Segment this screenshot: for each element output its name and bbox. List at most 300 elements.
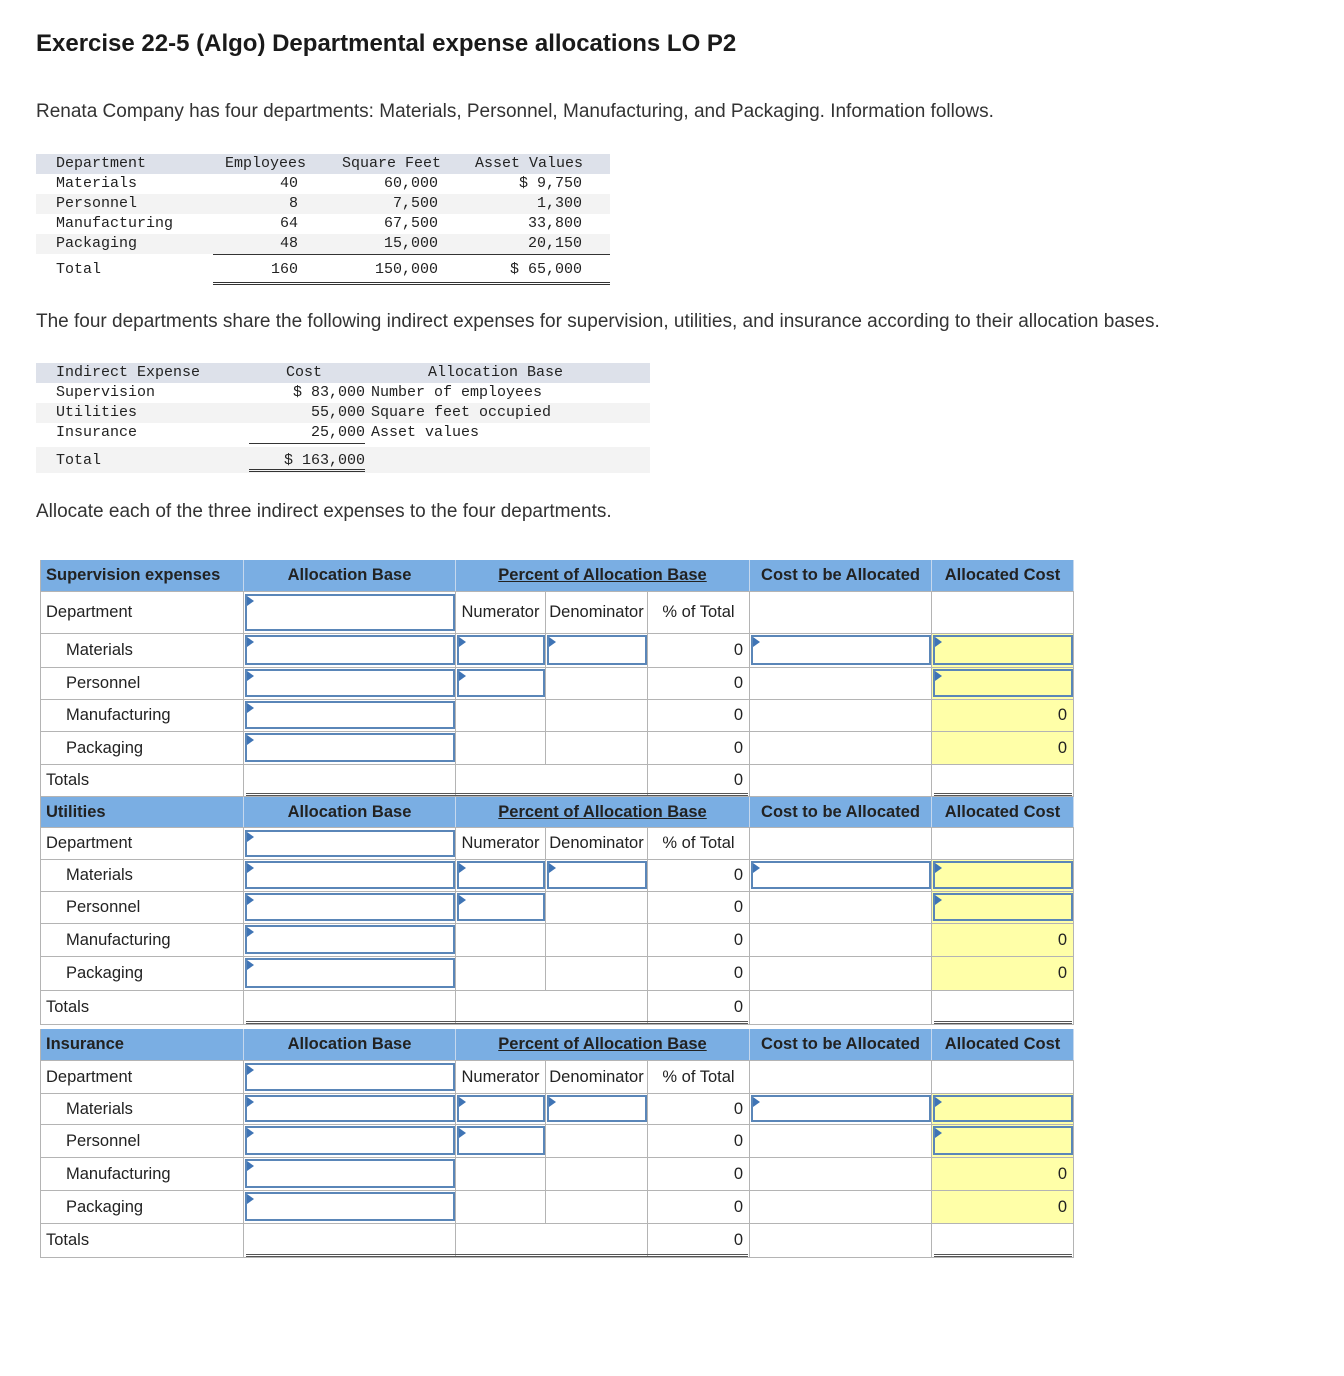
department-name — [40, 892, 244, 923]
denominator-label — [546, 592, 648, 633]
department-row — [40, 1158, 1074, 1191]
pct-total-value-text: 0 — [733, 898, 743, 916]
pct-total-value-text: 0 — [733, 1099, 743, 1118]
dept-header-employees: Employees — [225, 155, 307, 172]
total-double-line — [934, 1254, 1072, 1257]
input-marker-icon — [935, 1128, 942, 1138]
totals-label — [40, 1224, 244, 1257]
instruction-text: Allocate each of the three indirect expenses to the four departments. — [36, 501, 612, 522]
department-row — [40, 892, 1074, 924]
numerator-input[interactable] — [457, 893, 545, 921]
department-name-text: Packaging — [66, 1197, 144, 1216]
department-label — [40, 592, 244, 633]
pct-total-label — [648, 1061, 750, 1093]
department-label-text: Department — [46, 603, 133, 621]
blank-cell — [750, 1224, 932, 1257]
denominator-cell — [546, 732, 648, 764]
section-title — [40, 560, 244, 591]
numerator-cell — [456, 1191, 546, 1223]
pct-total-value-text: 0 — [733, 930, 743, 949]
allocated-cost-input[interactable] — [933, 1126, 1073, 1155]
department-row — [40, 732, 1074, 765]
department-name-text: Manufacturing — [66, 930, 171, 949]
cost-to-allocate-header — [750, 797, 932, 827]
input-marker-icon — [753, 637, 760, 647]
percent-allocation-base-header-text: Percent of Allocation Base — [498, 802, 707, 821]
pct-total-sum-text: 0 — [733, 998, 743, 1016]
department-row — [40, 634, 1074, 668]
dept-name: Personnel — [56, 195, 138, 212]
dept-employees: 40 — [279, 175, 298, 192]
pct-total-value-text: 0 — [733, 866, 743, 884]
totals-row — [40, 765, 1074, 797]
cost-to-allocate-cell — [750, 1191, 932, 1223]
cost-to-allocate-header-text: Cost to be Allocated — [761, 802, 920, 821]
allocation-base-header-input[interactable] — [245, 830, 455, 857]
blank-cell — [932, 991, 1074, 1024]
dept-total-employees: 160 — [270, 261, 298, 278]
section-header-row — [40, 797, 1074, 828]
department-row — [40, 1094, 1074, 1125]
expense-cost: 25,000 — [310, 424, 365, 441]
input-marker-icon — [935, 671, 942, 681]
allocation-base-input[interactable] — [245, 1159, 455, 1188]
pct-total-value-text: 0 — [733, 1197, 743, 1216]
allocated-cost-header-text: Allocated Cost — [944, 566, 1061, 584]
denominator-label — [546, 1061, 648, 1093]
allocated-cost-header — [932, 797, 1074, 827]
expense-name: Supervision — [56, 384, 156, 401]
denominator-cell — [546, 668, 648, 699]
allocation-base-header-input[interactable] — [245, 594, 455, 631]
department-name-text: Manufacturing — [66, 706, 171, 724]
pct-total-value — [648, 1125, 750, 1157]
totals-label-text: Totals — [46, 998, 90, 1016]
allocated-cost-header-text: Allocated Cost — [944, 802, 1061, 821]
expense-cost: 55,000 — [310, 404, 365, 421]
allocated-cost-value — [932, 1191, 1074, 1223]
denominator-label — [546, 828, 648, 859]
cost-to-allocate-input[interactable] — [751, 635, 931, 665]
share-text: The four departments share the following indirect expenses for supervision, utilities, and insurance according to their allocation bases. — [36, 311, 1160, 332]
numerator-input[interactable] — [457, 635, 545, 665]
allocation-base-header-input[interactable] — [245, 1063, 455, 1091]
blank-cell — [932, 765, 1074, 796]
dept-header-department: Department — [56, 155, 147, 172]
pct-total-value-text: 0 — [733, 706, 743, 724]
numerator-cell — [456, 700, 546, 731]
allocated-cost-value-text: 0 — [1057, 738, 1067, 757]
input-marker-icon — [247, 671, 254, 681]
input-marker-icon — [549, 1097, 556, 1107]
expense-base: Square feet occupied — [371, 404, 552, 421]
allocation-base-header — [244, 797, 456, 827]
dept-asset-values: 1,300 — [536, 195, 582, 212]
percent-allocation-base-header — [456, 1029, 750, 1060]
expense-table-header — [36, 363, 650, 383]
allocation-base-input[interactable] — [245, 958, 455, 988]
expense-header-indirect: Indirect Expense — [56, 364, 201, 381]
blank-cell — [932, 1061, 1074, 1093]
dept-name: Manufacturing — [56, 215, 174, 232]
input-marker-icon — [247, 1065, 254, 1075]
expense-name: Insurance — [56, 424, 138, 441]
input-marker-icon — [459, 671, 466, 681]
numerator-cell — [456, 1158, 546, 1190]
numerator-label-text: Numerator — [461, 1067, 540, 1086]
dept-employees: 8 — [288, 195, 298, 212]
blank-cell — [456, 1224, 648, 1257]
expense-name: Utilities — [56, 404, 138, 421]
total-double-line — [934, 793, 1072, 796]
dept-total-row — [36, 260, 610, 280]
allocation-base-input[interactable] — [245, 893, 455, 921]
input-marker-icon — [247, 895, 254, 905]
department-name-text: Materials — [66, 866, 133, 884]
input-marker-icon — [247, 596, 254, 606]
pct-total-sum-text: 0 — [733, 1231, 743, 1249]
dept-table-header — [36, 154, 610, 174]
allocation-base-header — [244, 560, 456, 591]
dept-total-asset-values: $ 65,000 — [509, 261, 582, 278]
pct-total-sum — [648, 1224, 750, 1257]
section-title-text: Insurance — [46, 1035, 124, 1053]
pct-total-sum — [648, 765, 750, 796]
dept-total-label: Total — [56, 261, 102, 278]
allocation-base-input[interactable] — [245, 1192, 455, 1221]
numerator-input[interactable] — [457, 1126, 545, 1155]
allocation-base-input[interactable] — [245, 1095, 455, 1122]
totals-label — [40, 765, 244, 796]
totals-row — [40, 1224, 1074, 1258]
blank-cell — [244, 991, 456, 1024]
numerator-input[interactable] — [457, 669, 545, 697]
dept-square-feet: 60,000 — [383, 175, 438, 192]
numerator-cell — [456, 957, 546, 990]
department-row — [40, 1191, 1074, 1224]
numerator-label — [456, 828, 546, 859]
denominator-label-text: Denominator — [549, 603, 644, 621]
denominator-cell — [546, 1125, 648, 1157]
pct-total-label-text: % of Total — [662, 834, 735, 852]
totals-label — [40, 991, 244, 1024]
percent-allocation-base-header-text: Percent of Allocation Base — [498, 566, 707, 584]
input-marker-icon — [247, 960, 254, 970]
denominator-input[interactable] — [547, 861, 647, 889]
input-marker-icon — [549, 863, 556, 873]
total-double-line — [213, 282, 610, 285]
denominator-cell — [546, 1191, 648, 1223]
page-title: Exercise 22-5 (Algo) Departmental expense allocations LO P2 — [36, 30, 737, 57]
pct-total-value — [648, 1158, 750, 1190]
cost-to-allocate-cell — [750, 668, 932, 699]
denominator-label-text: Denominator — [549, 834, 644, 852]
pct-total-value — [648, 634, 750, 667]
pct-total-value — [648, 732, 750, 764]
pct-total-value-text: 0 — [733, 964, 743, 982]
allocated-cost-input[interactable] — [933, 635, 1073, 665]
section-title-text: Supervision expenses — [46, 566, 221, 584]
blank-cell — [750, 765, 932, 796]
allocated-cost-value-text: 0 — [1057, 706, 1067, 724]
allocated-cost-value — [932, 924, 1074, 956]
department-name-text: Manufacturing — [66, 1164, 171, 1183]
blank-cell — [932, 592, 1074, 633]
pct-total-label-text: % of Total — [662, 1067, 735, 1086]
blank-cell — [750, 991, 932, 1024]
department-name-text: Personnel — [66, 898, 141, 916]
pct-total-value — [648, 957, 750, 990]
blank-cell — [244, 765, 456, 796]
cost-to-allocate-header-text: Cost to be Allocated — [761, 1035, 920, 1053]
expense-total-cost: $ 163,000 — [283, 452, 365, 469]
department-header-row — [40, 828, 1074, 860]
cost-to-allocate-cell — [750, 957, 932, 990]
numerator-label — [456, 592, 546, 633]
denominator-input[interactable] — [547, 1095, 647, 1122]
pct-total-sum — [648, 991, 750, 1024]
cost-to-allocate-cell — [750, 1158, 932, 1190]
pct-total-label-text: % of Total — [662, 603, 735, 621]
input-marker-icon — [459, 895, 466, 905]
numerator-input[interactable] — [457, 861, 545, 889]
blank-cell — [932, 1224, 1074, 1257]
allocation-base-input[interactable] — [245, 925, 455, 954]
pct-total-value-text: 0 — [733, 1131, 743, 1150]
pct-total-value-text: 0 — [733, 1164, 743, 1183]
numerator-cell — [456, 924, 546, 956]
denominator-cell — [546, 1158, 648, 1190]
allocated-cost-value — [932, 957, 1074, 990]
blank-cell — [750, 1061, 932, 1093]
allocated-cost-value — [932, 1158, 1074, 1190]
department-row — [40, 1125, 1074, 1158]
intro-text: Renata Company has four departments: Materials, Personnel, Manufacturing, and Packaging. Information follows. — [36, 101, 994, 122]
dept-row — [36, 214, 610, 234]
department-row — [40, 700, 1074, 732]
input-marker-icon — [459, 863, 466, 873]
input-marker-icon — [247, 1097, 254, 1107]
department-label-text: Department — [46, 834, 133, 852]
section-title — [40, 797, 244, 827]
allocation-base-input[interactable] — [245, 669, 455, 697]
allocated-cost-header — [932, 1029, 1074, 1060]
pct-total-value — [648, 1191, 750, 1223]
department-name — [40, 634, 244, 667]
department-name — [40, 700, 244, 731]
total-double-line — [246, 793, 748, 796]
denominator-label-text: Denominator — [549, 1067, 644, 1086]
cost-to-allocate-input[interactable] — [751, 1095, 931, 1122]
input-marker-icon — [247, 863, 254, 873]
input-marker-icon — [459, 637, 466, 647]
cost-to-allocate-header-text: Cost to be Allocated — [761, 566, 920, 584]
dept-row — [36, 194, 610, 214]
expense-base: Number of employees — [371, 384, 543, 401]
cost-to-allocate-cell — [750, 700, 932, 731]
section-title-text: Utilities — [46, 802, 106, 821]
cost-to-allocate-cell — [750, 1125, 932, 1157]
total-double-line — [934, 1021, 1072, 1024]
department-name-text: Materials — [66, 1099, 133, 1118]
input-marker-icon — [247, 832, 254, 842]
department-header-row — [40, 1061, 1074, 1094]
input-marker-icon — [935, 863, 942, 873]
pct-total-value-text: 0 — [733, 674, 743, 692]
denominator-input[interactable] — [547, 635, 647, 665]
totals-label-text: Totals — [46, 1231, 90, 1249]
section-header-row — [40, 560, 1074, 592]
input-marker-icon — [935, 895, 942, 905]
department-row — [40, 860, 1074, 892]
department-name — [40, 1191, 244, 1223]
cost-to-allocate-cell — [750, 892, 932, 923]
department-name — [40, 668, 244, 699]
department-name — [40, 732, 244, 764]
section-header-row — [40, 1029, 1074, 1061]
department-name — [40, 1158, 244, 1190]
input-marker-icon — [935, 1097, 942, 1107]
dept-name: Packaging — [56, 235, 138, 252]
allocated-cost-value-text: 0 — [1057, 1197, 1067, 1216]
allocated-cost-input[interactable] — [933, 861, 1073, 889]
allocated-cost-header — [932, 560, 1074, 591]
pct-total-label — [648, 828, 750, 859]
allocated-cost-value — [932, 700, 1074, 731]
dept-asset-values: 33,800 — [527, 215, 582, 232]
dept-square-feet: 7,500 — [392, 195, 438, 212]
pct-total-sum-text: 0 — [733, 771, 743, 789]
input-marker-icon — [247, 1161, 254, 1171]
expense-row — [36, 383, 650, 403]
department-name-text: Packaging — [66, 964, 144, 982]
expense-header-base: Allocation Base — [428, 364, 564, 381]
department-row — [40, 924, 1074, 957]
allocated-cost-value-text: 0 — [1057, 930, 1067, 949]
pct-total-value-text: 0 — [733, 738, 743, 757]
allocated-cost-input[interactable] — [933, 1095, 1073, 1122]
blank-cell — [456, 765, 648, 796]
department-name — [40, 1125, 244, 1157]
denominator-cell — [546, 957, 648, 990]
department-name-text: Packaging — [66, 738, 144, 757]
department-row — [40, 668, 1074, 700]
blank-cell — [244, 1224, 456, 1257]
input-marker-icon — [247, 927, 254, 937]
dept-header-asset-values: Asset Values — [475, 155, 584, 172]
input-marker-icon — [247, 703, 254, 713]
dept-row — [36, 174, 610, 194]
pct-total-value — [648, 924, 750, 956]
pct-total-label — [648, 592, 750, 633]
dept-square-feet: 15,000 — [383, 235, 438, 252]
dept-employees: 48 — [279, 235, 298, 252]
input-marker-icon — [459, 1128, 466, 1138]
numerator-label-text: Numerator — [461, 834, 540, 852]
denominator-cell — [546, 700, 648, 731]
section-title — [40, 1029, 244, 1060]
allocation-base-header-text: Allocation Base — [287, 802, 412, 821]
pct-total-value — [648, 1094, 750, 1124]
dept-total-square-feet: 150,000 — [374, 261, 438, 278]
department-name-text: Materials — [66, 641, 133, 659]
cost-to-allocate-header — [750, 1029, 932, 1060]
allocation-base-input[interactable] — [245, 733, 455, 762]
allocated-cost-header-text: Allocated Cost — [944, 1035, 1061, 1053]
cost-to-allocate-header — [750, 560, 932, 591]
allocated-cost-value — [932, 732, 1074, 764]
input-marker-icon — [753, 1097, 760, 1107]
totals-row — [40, 991, 1074, 1025]
department-name — [40, 1094, 244, 1124]
dept-header-square-feet: Square Feet — [342, 155, 442, 172]
allocation-base-header — [244, 1029, 456, 1060]
pct-total-value-text: 0 — [733, 641, 743, 659]
input-marker-icon — [247, 1194, 254, 1204]
department-name — [40, 957, 244, 990]
percent-allocation-base-header — [456, 560, 750, 591]
expense-row — [36, 423, 650, 443]
cost-to-allocate-input[interactable] — [751, 861, 931, 889]
department-label — [40, 828, 244, 859]
denominator-cell — [546, 924, 648, 956]
allocated-cost-input[interactable] — [933, 893, 1073, 921]
department-header-row — [40, 592, 1074, 634]
department-row — [40, 957, 1074, 991]
pct-total-value — [648, 860, 750, 891]
total-double-line — [249, 469, 365, 472]
blank-cell — [750, 592, 932, 633]
pct-total-value — [648, 668, 750, 699]
dept-asset-values: $ 9,750 — [518, 175, 582, 192]
allocation-base-header-text: Allocation Base — [287, 1035, 412, 1053]
department-label-text: Department — [46, 1067, 133, 1086]
numerator-label-text: Numerator — [461, 603, 540, 621]
blank-cell — [456, 991, 648, 1024]
numerator-cell — [456, 732, 546, 764]
pct-total-value — [648, 700, 750, 731]
total-double-line — [246, 1254, 748, 1257]
allocated-cost-input[interactable] — [933, 669, 1073, 697]
department-name — [40, 924, 244, 956]
totals-label-text: Totals — [46, 771, 90, 789]
input-marker-icon — [935, 637, 942, 647]
percent-allocation-base-header — [456, 797, 750, 827]
numerator-label — [456, 1061, 546, 1093]
allocation-base-input[interactable] — [245, 1126, 455, 1155]
expense-row — [36, 403, 650, 423]
dept-name: Materials — [56, 175, 138, 192]
numerator-input[interactable] — [457, 1095, 545, 1122]
expense-cost: $ 83,000 — [292, 384, 365, 401]
department-info-table — [36, 154, 610, 294]
pct-total-value — [648, 892, 750, 923]
input-marker-icon — [549, 637, 556, 647]
department-name-text: Personnel — [66, 1131, 141, 1150]
subtotal-line — [213, 254, 610, 255]
input-marker-icon — [247, 1128, 254, 1138]
dept-employees: 64 — [279, 215, 298, 232]
dept-row — [36, 234, 610, 254]
allocation-base-input[interactable] — [245, 701, 455, 729]
cost-to-allocate-cell — [750, 732, 932, 764]
allocation-base-input[interactable] — [245, 635, 455, 665]
expense-base: Asset values — [371, 424, 480, 441]
blank-cell — [932, 828, 1074, 859]
total-double-line — [246, 1021, 748, 1024]
input-marker-icon — [459, 1097, 466, 1107]
allocation-base-input[interactable] — [245, 861, 455, 889]
